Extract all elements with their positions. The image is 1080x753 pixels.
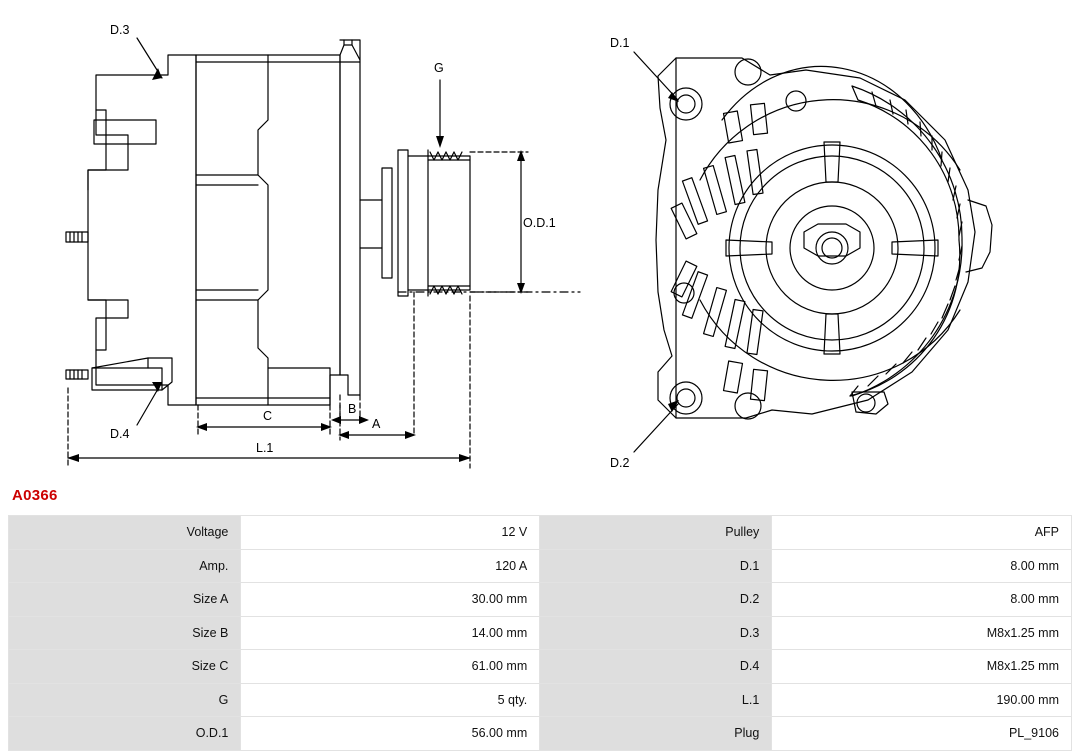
rear-terminal-stud-lower [66, 370, 88, 379]
spec-value: 30.00 mm [241, 583, 540, 617]
table-row [9, 616, 1072, 650]
spec-value: 8.00 mm [772, 583, 1072, 617]
spec-value: 14.00 mm [241, 616, 540, 650]
callout-d4: D.4 [110, 427, 130, 441]
spec-label: Voltage [9, 516, 241, 550]
spec-label: D.3 [540, 616, 772, 650]
spec-value: PL_9106 [772, 717, 1072, 751]
vent-slots-lower [671, 261, 767, 401]
pulley-inner [766, 182, 898, 314]
spec-label: G [9, 683, 241, 717]
rear-cover-outline [88, 55, 196, 405]
pulley-outer [729, 145, 935, 351]
side-boss [966, 200, 992, 272]
leader-d2 [634, 404, 678, 452]
shaft-center [816, 232, 848, 264]
part-number: A0366 [12, 487, 58, 504]
spec-value: 5 qty. [241, 683, 540, 717]
callout-g: G [434, 61, 444, 75]
callout-c: C [263, 409, 273, 423]
spec-label: Plug [540, 717, 772, 751]
mounting-hole-d1 [670, 88, 702, 120]
spec-label: Size A [9, 583, 241, 617]
table-row [9, 583, 1072, 617]
leader-d1 [634, 52, 678, 100]
spec-label: Size B [9, 616, 241, 650]
table-row [9, 516, 1072, 550]
spec-value: 12 V [241, 516, 540, 550]
callout-od1: O.D.1 [523, 216, 556, 230]
callout-d1: D.1 [610, 36, 630, 50]
mounting-hole-d2 [670, 382, 702, 414]
table-row [9, 717, 1072, 751]
callout-d3: D.3 [110, 23, 130, 37]
pulley-hub [790, 206, 874, 290]
spec-value: M8x1.25 mm [772, 616, 1072, 650]
spec-value: 61.00 mm [241, 650, 540, 684]
spec-label: Size C [9, 650, 241, 684]
callout-a: A [372, 417, 381, 431]
spec-label: D.4 [540, 650, 772, 684]
fan-plate [382, 168, 392, 278]
spec-value: 190.00 mm [772, 683, 1072, 717]
specs-table-body [9, 516, 1072, 751]
spec-value: 120 A [241, 549, 540, 583]
rear-terminal-stud-upper [66, 232, 88, 242]
pulley-spokes [726, 142, 938, 354]
od1-extension-lines [398, 152, 580, 435]
specifications-table [8, 515, 1072, 751]
table-row [9, 549, 1072, 583]
pulley-grooves [430, 152, 462, 294]
callout-b: B [348, 402, 357, 416]
callout-d2: D.2 [610, 456, 630, 470]
spec-value: 56.00 mm [241, 717, 540, 751]
housing-seam [258, 55, 268, 405]
front-bracket [340, 45, 360, 395]
spec-value: 8.00 mm [772, 549, 1072, 583]
pulley-outline [398, 150, 470, 296]
spec-label: L.1 [540, 683, 772, 717]
front-housing-outline [656, 58, 975, 418]
spec-label: Pulley [540, 516, 772, 550]
front-view-assembly [634, 52, 998, 452]
vent-slots-upper [671, 103, 767, 239]
table-row [9, 683, 1072, 717]
spec-label: D.1 [540, 549, 772, 583]
spec-label: Amp. [9, 549, 241, 583]
hex-nut [804, 224, 860, 256]
spec-label: D.2 [540, 583, 772, 617]
spec-value: M8x1.25 mm [772, 650, 1072, 684]
callout-l1: L.1 [256, 441, 274, 455]
spec-label: O.D.1 [9, 717, 241, 751]
table-row [9, 650, 1072, 684]
connector-block [92, 368, 162, 390]
spec-value: AFP [772, 516, 1072, 550]
regulator-block [94, 120, 156, 144]
